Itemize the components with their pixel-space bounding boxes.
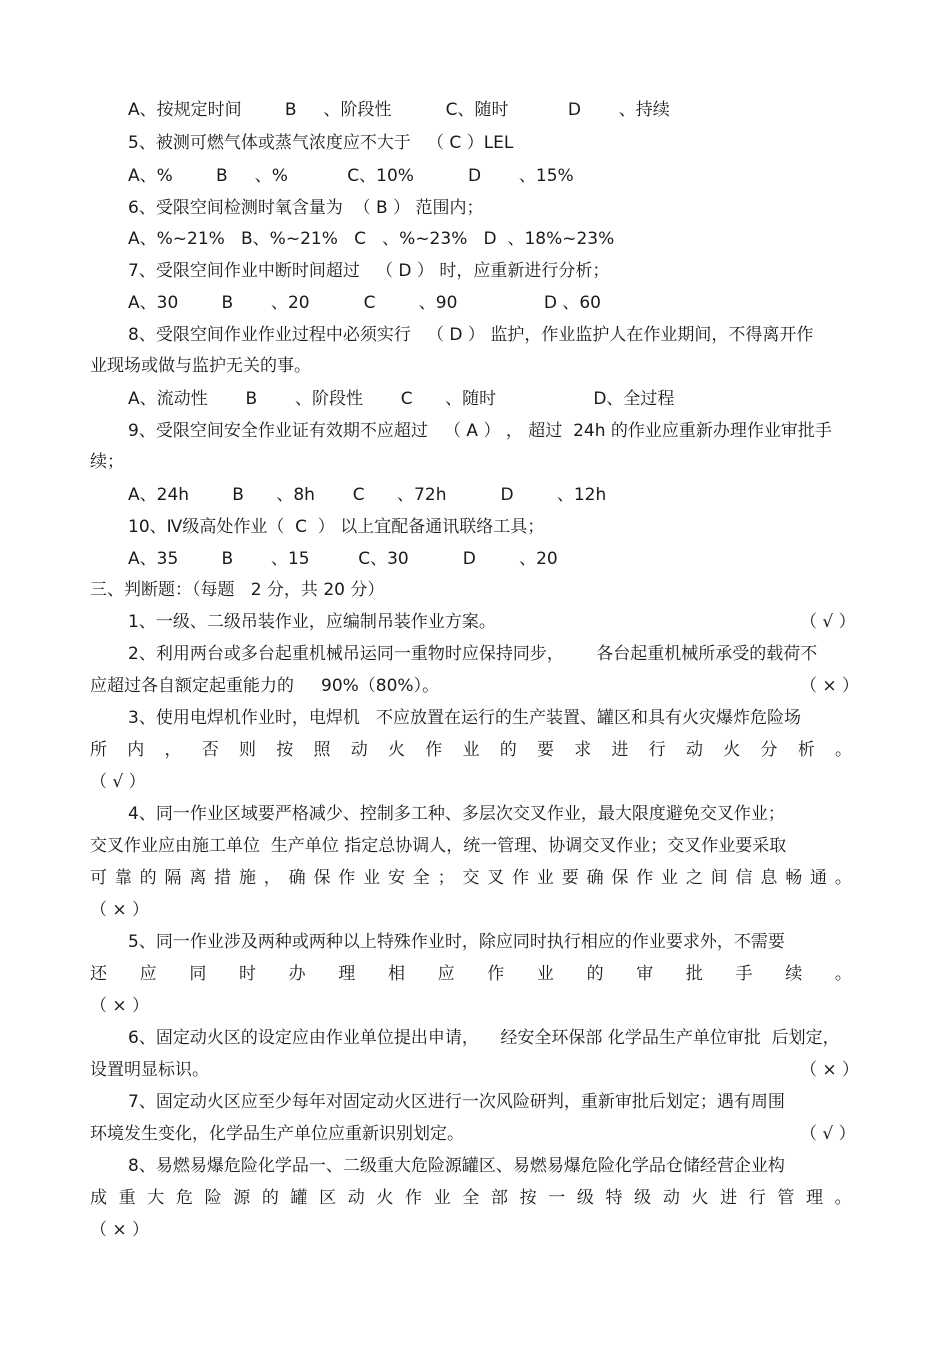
justified-char: ； <box>437 868 455 888</box>
justified-char: 确 <box>288 868 306 888</box>
justified-char: 理 <box>806 1188 824 1208</box>
j3-answer: （ √ ） <box>90 772 146 792</box>
q9-stem-line1: 9、受限空间安全作业证有效期不应超过 （ A ） ， 超过 24h 的作业应重新办理作业审批手 <box>128 421 832 441</box>
justified-char: 保 <box>611 868 629 888</box>
q10-stem: 10、Ⅳ级高处作业（ C ） 以上宜配备通讯联络工具； <box>128 517 545 537</box>
justified-char: 审 <box>636 964 654 984</box>
justified-char: 成 <box>90 1188 107 1208</box>
justified-char: 叉 <box>487 868 505 888</box>
justified-char: 全 <box>412 868 430 888</box>
justified-char: 交 <box>462 868 480 888</box>
justified-char: 靠 <box>114 868 132 888</box>
justified-char: 进 <box>720 1188 738 1208</box>
justified-char: 应 <box>437 964 455 984</box>
justified-char: 则 <box>239 740 256 760</box>
q10-options: A、35 B 、15 C、30 D 、20 <box>128 549 558 569</box>
justified-char: 施 <box>238 868 256 888</box>
justified-char: 的 <box>499 740 517 760</box>
justified-char: 相 <box>387 964 405 984</box>
justified-char: 特 <box>605 1188 623 1208</box>
justified-char: 管 <box>777 1188 795 1208</box>
j5-text-line1: 5、同一作业涉及两种或两种以上特殊作业时，除应同时执行相应的作业要求外，不需要 <box>128 932 785 952</box>
q8-options: A、流动性 B 、阶段性 C 、随时 D、全过程 <box>128 389 675 409</box>
justified-char: 时 <box>238 964 256 984</box>
j4-text-line3 <box>90 864 852 892</box>
justified-char: 作 <box>405 1188 423 1208</box>
j8-text-line1: 8、易燃易爆危险化学品一、二级重大危险源罐区、易燃易爆危险化学品仓储经营企业构 <box>128 1156 785 1176</box>
justified-char: 可 <box>90 868 107 888</box>
section-3-title: 三、判断题：（每题 2 分，共 20 分） <box>90 580 385 600</box>
justified-char: 重 <box>118 1188 136 1208</box>
justified-char: 部 <box>490 1188 508 1208</box>
justified-char: 业 <box>363 868 381 888</box>
justified-char: 保 <box>313 868 331 888</box>
justified-char: 。 <box>834 868 852 888</box>
q5-options: A、% B 、% C、10% D 、15% <box>128 166 574 186</box>
justified-char: 行 <box>748 1188 766 1208</box>
justified-char: 作 <box>487 964 505 984</box>
justified-char: 办 <box>288 964 306 984</box>
j4-answer: （ × ） <box>90 900 150 920</box>
justified-char: 火 <box>388 740 405 760</box>
justified-char: 安 <box>387 868 405 888</box>
j7-text-line2: 环境发生变化，化学品生产单位应重新识别划定。 <box>90 1124 464 1144</box>
justified-char: 动 <box>350 740 368 760</box>
justified-char: 业 <box>661 868 679 888</box>
justified-char: 批 <box>685 964 703 984</box>
justified-char: 行 <box>648 740 666 760</box>
justified-char: 级 <box>634 1188 652 1208</box>
justified-char: 火 <box>723 740 741 760</box>
j7-answer: （ √ ） <box>800 1124 856 1144</box>
justified-char: 作 <box>636 868 654 888</box>
justified-char: 进 <box>611 740 629 760</box>
justified-char: 。 <box>834 964 852 984</box>
justified-char: 应 <box>139 964 157 984</box>
j3-text-line1: 3、使用电焊机作业时，电焊机 不应放置在运行的生产装置、罐区和具有火灾爆炸危险场 <box>128 708 802 728</box>
q9-options: A、24h B 、8h C 、72h D 、12h <box>128 485 607 505</box>
q6-stem: 6、受限空间检测时氧含量为 （ B ） 范围内； <box>128 198 484 218</box>
q9-stem-line2: 续； <box>90 452 124 472</box>
justified-char: 动 <box>686 740 703 760</box>
j8-answer: （ × ） <box>90 1220 150 1240</box>
justified-char: ， <box>164 740 182 760</box>
justified-char: 作 <box>425 740 443 760</box>
q4-options: A、按规定时间 B 、阶段性 C、随时 D 、持续 <box>128 100 670 120</box>
justified-char: 的 <box>139 868 157 888</box>
q8-stem-line1: 8、受限空间作业作业过程中必须实行 （ D ） 监护，作业监护人在作业期间，不得离开作 <box>128 325 814 345</box>
justified-char: 一 <box>548 1188 566 1208</box>
justified-char: 按 <box>519 1188 537 1208</box>
justified-char: 险 <box>204 1188 222 1208</box>
justified-char: 动 <box>347 1188 365 1208</box>
justified-char: 业 <box>462 740 480 760</box>
justified-char: 同 <box>189 964 207 984</box>
justified-char: 罐 <box>290 1188 308 1208</box>
j5-text-line2 <box>90 960 852 988</box>
j2-text-line2: 应超过各自额定起重能力的 90%（80%）。 <box>90 676 440 696</box>
q6-options: A、%~21% B、%~21% C 、%~23% D 、18%~23% <box>128 229 615 249</box>
j2-text-line1: 2、利用两台或多台起重机械吊运同一重物时应保持同步， 各台起重机械所承受的载荷不 <box>128 644 818 664</box>
j4-text-line2: 交叉作业应由施工单位 生产单位 指定总协调人，统一管理、协调交叉作业；交叉作业要采取 <box>90 836 787 856</box>
justified-char: 信 <box>735 868 753 888</box>
j6-text-line1: 6、固定动火区的设定应由作业单位提出申请， 经安全环保部 化学品生产单位审批 后划定， <box>128 1028 840 1048</box>
justified-char: 通 <box>810 868 828 888</box>
justified-char: 畅 <box>785 868 803 888</box>
justified-char: 按 <box>276 740 294 760</box>
justified-char: 区 <box>319 1188 337 1208</box>
justified-char: 级 <box>576 1188 594 1208</box>
justified-char: 离 <box>189 868 207 888</box>
justified-char: 照 <box>313 740 331 760</box>
justified-char: ， <box>263 868 281 888</box>
justified-char: 还 <box>90 964 107 984</box>
justified-char: 分 <box>760 740 778 760</box>
j5-answer: （ × ） <box>90 996 150 1016</box>
j1-answer: （ √ ） <box>800 612 856 632</box>
j7-text-line1: 7、固定动火区应至少每年对固定动火区进行一次风险研判，重新审批后划定；遇有周围 <box>128 1092 785 1112</box>
justified-char: 理 <box>338 964 356 984</box>
j6-answer: （ × ） <box>800 1060 860 1080</box>
justified-char: 业 <box>433 1188 451 1208</box>
q8-stem-line2: 业现场或做与监护无关的事。 <box>90 356 311 376</box>
j6-text-line2: 设置明显标识。 <box>90 1060 209 1080</box>
justified-char: 源 <box>233 1188 251 1208</box>
q7-options: A、30 B 、20 C 、90 D 、60 <box>128 293 601 313</box>
j3-text-line2 <box>90 736 852 764</box>
justified-char: 要 <box>537 740 554 760</box>
q5-stem: 5、被测可燃气体或蒸气浓度应不大于 （ C ）LEL <box>128 133 514 153</box>
justified-char: 危 <box>175 1188 193 1208</box>
justified-char: 火 <box>691 1188 709 1208</box>
justified-char: 作 <box>512 868 530 888</box>
justified-char: 要 <box>561 868 579 888</box>
justified-char: 手 <box>735 964 753 984</box>
justified-char: 息 <box>760 868 778 888</box>
justified-char: 否 <box>201 740 219 760</box>
justified-char: 的 <box>261 1188 279 1208</box>
justified-char: 全 <box>462 1188 480 1208</box>
justified-char: 措 <box>214 868 232 888</box>
justified-char: 确 <box>586 868 604 888</box>
justified-char: 内 <box>127 740 145 760</box>
justified-char: 续 <box>785 964 803 984</box>
q7-stem: 7、受限空间作业中断时间超过 （ D ） 时，应重新进行分析； <box>128 261 610 281</box>
j4-text-line1: 4、同一作业区域要严格减少、控制多工种、多层次交叉作业，最大限度避免交叉作业； <box>128 804 785 824</box>
justified-char: 间 <box>710 868 728 888</box>
justified-char: 求 <box>574 740 592 760</box>
justified-char: 所 <box>90 740 107 760</box>
justified-char: 。 <box>835 740 852 760</box>
justified-char: 动 <box>662 1188 680 1208</box>
justified-char: 。 <box>834 1188 852 1208</box>
justified-char: 作 <box>338 868 356 888</box>
j8-text-line2 <box>90 1184 852 1212</box>
j2-answer: （ × ） <box>800 676 860 696</box>
justified-char: 析 <box>797 740 815 760</box>
justified-char: 隔 <box>164 868 182 888</box>
justified-char: 大 <box>147 1188 165 1208</box>
justified-char: 业 <box>536 868 554 888</box>
justified-char: 的 <box>586 964 604 984</box>
justified-char: 之 <box>685 868 703 888</box>
j1-text: 1、一级、二级吊装作业，应编制吊装作业方案。 <box>128 612 496 632</box>
justified-char: 火 <box>376 1188 394 1208</box>
justified-char: 业 <box>536 964 554 984</box>
